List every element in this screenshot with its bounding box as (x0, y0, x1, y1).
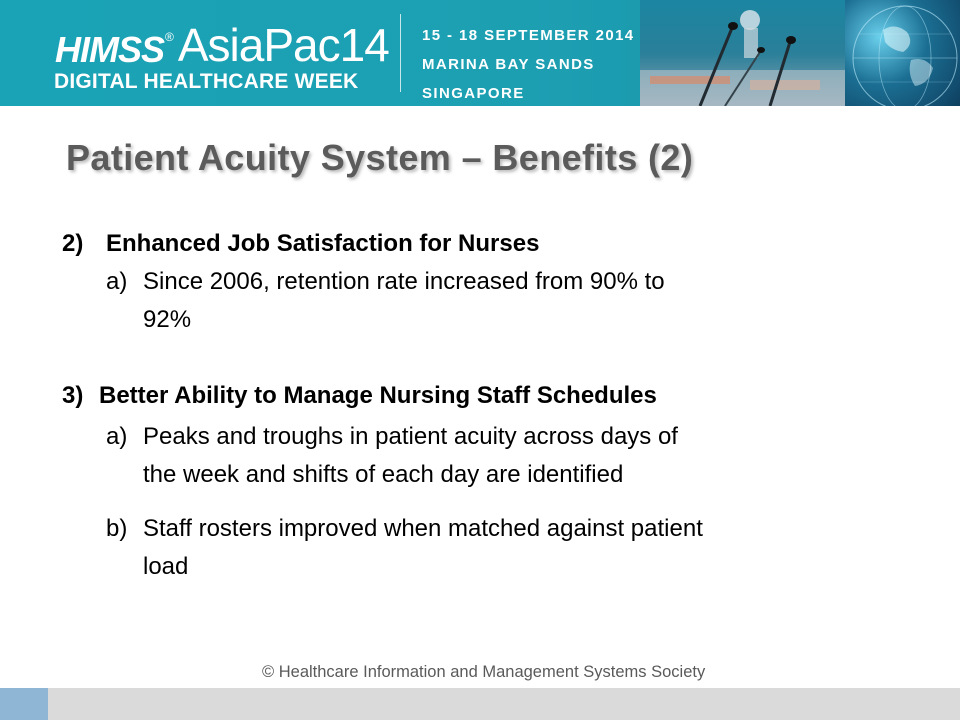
section-3-item-b-marker: b) (106, 515, 128, 542)
section-3-heading: Better Ability to Manage Nursing Staff Schedules (99, 382, 657, 409)
logo-registered-mark: ® (165, 30, 174, 44)
section-2-item-a-line1: Since 2006, retention rate increased from 90% to (143, 268, 665, 295)
logo-brand: HIMSS (55, 29, 165, 70)
globe-icon (845, 0, 960, 106)
himss-logo (55, 6, 389, 71)
microphone-icon (640, 0, 845, 106)
section-2-number: 2) (62, 230, 84, 257)
event-city: SINGAPORE (422, 85, 525, 102)
conference-photo (640, 0, 845, 106)
section-3-item-b-line2: load (143, 553, 189, 580)
header-banner (0, 0, 960, 106)
section-3-item-a-line1: Peaks and troughs in patient acuity across days of (143, 423, 678, 450)
footer-accent (0, 688, 48, 720)
event-dates: 15 - 18 SEPTEMBER 2014 (422, 27, 635, 44)
section-2-item-a-marker: a) (106, 268, 128, 295)
logo-subtitle: DIGITAL HEALTHCARE WEEK (54, 70, 359, 93)
section-3-number: 3) (62, 382, 84, 409)
section-3-item-a-line2: the week and shifts of each day are identified (143, 461, 624, 488)
footer-bar (0, 688, 960, 720)
slide-title: Patient Acuity System – Benefits (2) (66, 137, 694, 178)
event-info (422, 21, 635, 106)
globe-image (845, 0, 960, 106)
section-3-item-b-line1: Staff rosters improved when matched against patient (143, 515, 703, 542)
section-2-heading: Enhanced Job Satisfaction for Nurses (106, 230, 540, 257)
banner-divider (400, 14, 401, 92)
copyright-text: © Healthcare Information and Management Systems Society (262, 663, 706, 681)
section-3-item-a-marker: a) (106, 423, 128, 450)
section-2-item-a-line2: 92% (143, 306, 192, 333)
event-venue: MARINA BAY SANDS (422, 56, 595, 73)
logo-event-name: AsiaPac14 (177, 19, 389, 71)
